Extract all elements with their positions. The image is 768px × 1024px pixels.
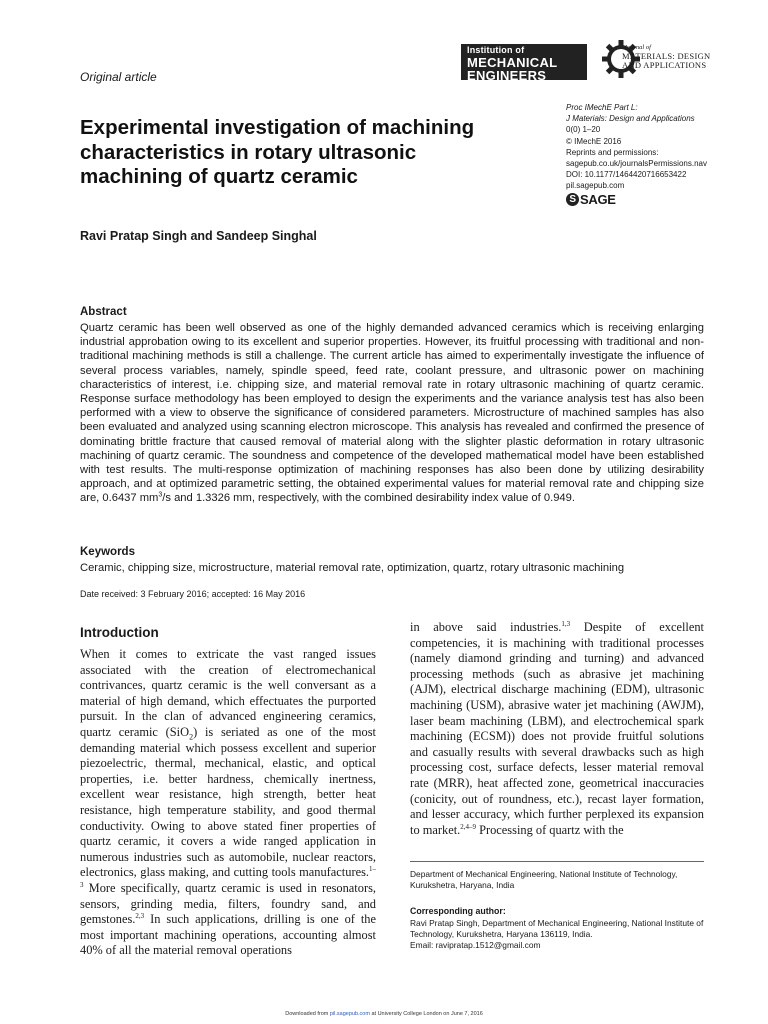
citation-sup[interactable]: 2,4–9 <box>460 822 476 831</box>
corresponding-author-address: Ravi Pratap Singh, Department of Mechanical Engineering, National Institute of Technology, Kurukshetra, Haryana 136119, India. <box>410 918 704 939</box>
abstract-heading: Abstract <box>80 306 127 318</box>
pubinfo-journal-subtitle: J Materials: Design and Applications <box>566 114 695 124</box>
title-line: machining of quartz ceramic <box>80 165 358 188</box>
date-received: Date received: 3 February 2016; accepted: 16 May 2016 <box>80 589 306 599</box>
body-text: in above said industries. <box>410 620 562 634</box>
citation-sup[interactable]: 1–3 <box>80 865 376 889</box>
body-column-left <box>80 647 376 959</box>
corresponding-author-heading: Corresponding author: <box>410 906 506 916</box>
imeche-logo-line1: Institution of <box>467 45 525 55</box>
journal-logo <box>622 45 722 70</box>
affiliation: Department of Mechanical Engineering, National Institute of Technology, Kurukshetra, Haryana, India <box>410 869 678 890</box>
body-column-right <box>410 620 704 838</box>
body-text: Processing of quartz with the <box>475 822 624 837</box>
abstract-superscript: 3 <box>158 491 163 499</box>
authors: Ravi Pratap Singh and Sandeep Singhal <box>80 229 317 243</box>
article-type: Original article <box>80 70 157 84</box>
corresponding-author-email[interactable]: Email: ravipratap.1512@gmail.com <box>410 940 541 950</box>
footer-suffix: at University College London on June 7, 2016 <box>369 1011 483 1017</box>
keywords-text: Ceramic, chipping size, microstructure, material removal rate, optimization, quartz, rotary ultrasonic machining <box>80 562 625 574</box>
sage-s-icon: S <box>566 193 579 206</box>
body-text: In such applications, drilling is one of the most important machining operations, accounting almost 40% of all the material removal operations <box>80 912 376 958</box>
footer-link[interactable]: pil.sagepub.com <box>329 1011 370 1017</box>
article-title <box>80 116 540 190</box>
body-text: More specifically, quartz ceramic is used in resonators, sensors, grinding media, filters, foundry sand, and gemstones. <box>80 880 376 927</box>
citation-sup[interactable]: 1,3 <box>561 619 571 628</box>
subscript: 2 <box>189 732 194 742</box>
journal-logo-line3: AND APPLICATIONS <box>622 59 707 70</box>
citation-sup[interactable]: 2,3 <box>135 911 145 920</box>
pubinfo-site-link[interactable]: pil.sagepub.com <box>566 181 625 191</box>
pubinfo-journal: Proc IMechE Part L: <box>566 103 638 112</box>
pubinfo-reprints: Reprints and permissions: <box>566 147 659 157</box>
imeche-logo-line2: MECHANICAL <box>467 55 558 70</box>
journal-logo-line2: MATERIALS: DESIGN <box>622 50 711 61</box>
body-text: Despite of excellent competencies, it is machining with traditional processes (namely diamond grinding and turning) and advanced processing methods (such as abrasive jet machining (AJM), electrical discharge machining (EDM), ultrasonic machining (USM), abrasive water jet machining (AWJM), laser beam machining (LBM), and electrochemical spark machining (ECSM)) does not provide fruitful solutions and casually results with several drawbacks such as high processing cost, surface defects, lesser material removal rate (MRR), heat affected zone, geometrical inaccuracies (conicity, out of roundness, etc.), recast layer formation, and lesser accuracy, which further perplexed its expansion to market. <box>410 620 704 837</box>
abstract-body-end: /s and 1.3326 mm, respectively, with the combined desirability index value of 0.949. <box>162 492 575 505</box>
pubinfo-volume: 0(0) 1–20 <box>566 125 601 135</box>
journal-logo-line1: Journal of <box>624 44 651 51</box>
footnote-divider <box>410 861 704 862</box>
imeche-logo-line3: ENGINEERS <box>467 68 547 83</box>
keywords-heading: Keywords <box>80 546 135 558</box>
sage-logo <box>566 192 616 207</box>
body-text: ) is seriated as one of the most demanding material which possess excellent and superior piezoelectric, thermal, mechanical, elastic, and optical properties, i.e. better hardness, chemically inertness, excellent wear resistance, high strength, better heat resistance, high temperature stability, and good thermal conductivity. Owing to above stated finer properties of quartz ceramic, it covers a wide ranged application in numerous industries such as automobile, nuclear reactors, electronics, glass making, and cutting tools manufactures. <box>80 724 376 880</box>
footer-prefix: Downloaded from <box>285 1011 330 1017</box>
corresponding-author <box>410 918 704 951</box>
title-line: characteristics in rotary ultrasonic <box>80 140 417 164</box>
pubinfo-doi[interactable]: DOI: 10.1177/1464420716653422 <box>566 170 687 180</box>
pubinfo-copyright: © IMechE 2016 <box>566 136 622 146</box>
imeche-logo <box>461 44 587 83</box>
abstract-body: Quartz ceramic has been well observed as one of the highly demanded advanced ceramics which is receiving enlarging industrial approbation owing to its excellent and superior properties. However, its fruitful processing with traditional and non-traditional machining methods is still a challenge. The current article has aimed to experimentally investigate the influence of several process variables, namely, spindle speed, feed rate, coolant pressure, and ultrasonic power on machining characteristics of interest, i.e. chipping size, and material removal rate in rotary ultrasonic machining of quartz ceramic. Response surface methodology has been employed to design the experiments and the variance analysis test has also been performed with a view to observe the significance of considered parameters. Microstructure of machined samples has also been evaluated and analyzed using scanning electron microscope. This analysis has revealed and confirmed the presence of dominating brittle fracture that caused removal of material along with the slighter plastic deformation in rotary ultrasonic machining of quartz ceramic. The soundness and competence of the developed mathematical model have been established with test results. The multi-response optimization of machining responses has also been done by utilizing desirability approach, and at optimized parametric setting, the obtained experimental values for material removal rate and chipping size are, 0.6437 mm <box>80 322 704 505</box>
publication-info <box>566 102 756 192</box>
title-line: Experimental investigation of machining <box>80 116 475 139</box>
pubinfo-permissions-link[interactable]: sagepub.co.uk/journalsPermissions.nav <box>566 159 707 169</box>
download-footer <box>0 1011 768 1017</box>
body-text: When it comes to extricate the vast ranged issues associated with the creation of electromechanical contrivances, quartz ceramic is the well conversant as a material of high demand, which effectuates the purported pursuit. In the clan of advanced engineering ceramics, quartz ceramic (SiO <box>80 647 376 739</box>
sage-logo-text: SAGE <box>580 192 616 207</box>
abstract-text <box>80 321 704 506</box>
introduction-heading: Introduction <box>80 625 159 640</box>
